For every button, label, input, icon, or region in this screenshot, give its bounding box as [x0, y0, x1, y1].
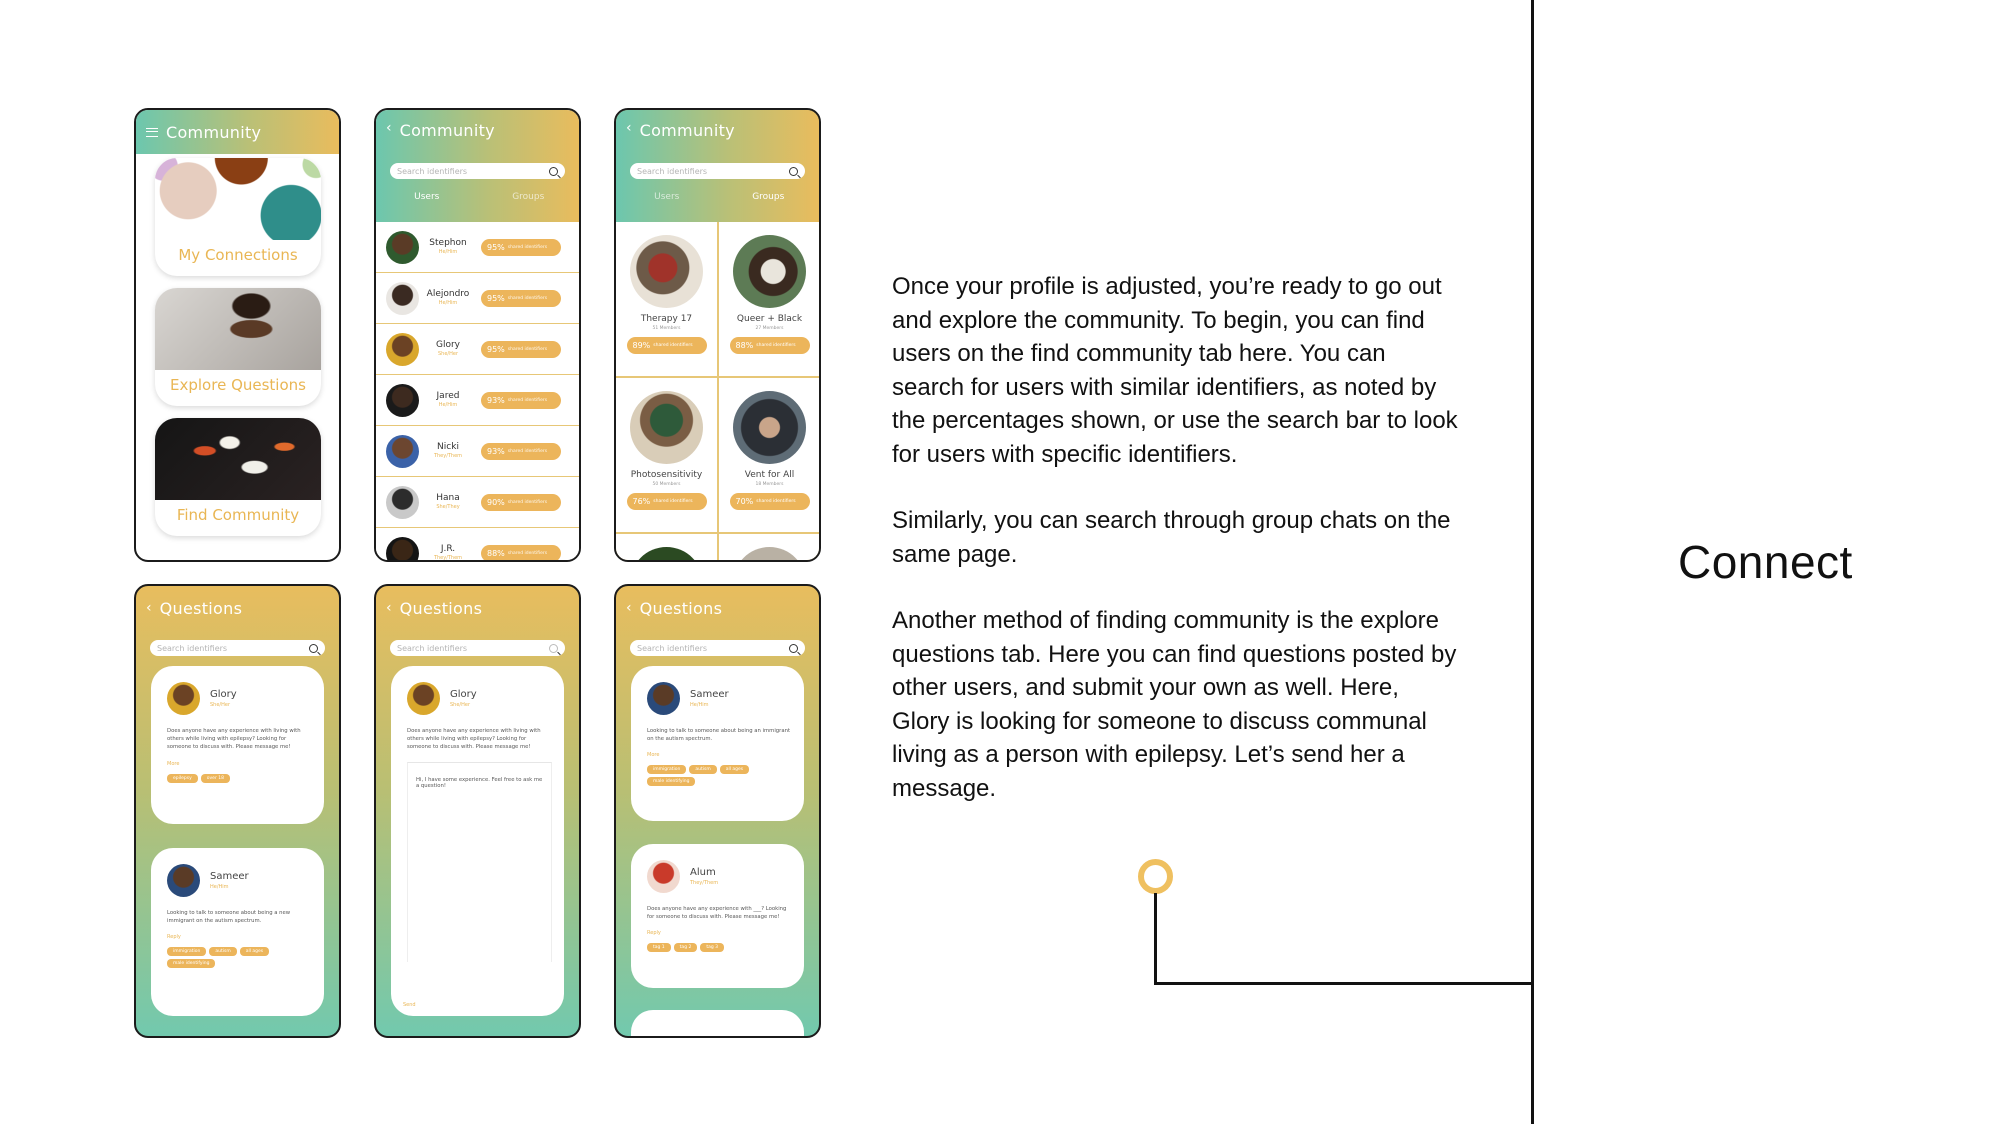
tag-list — [647, 765, 792, 786]
user-name: Alejondro He/Him — [426, 289, 470, 306]
user-name: Nicki They/Them — [433, 442, 463, 459]
more-link[interactable]: More — [167, 760, 180, 767]
tab-bar — [376, 192, 579, 202]
user-row[interactable] — [376, 222, 579, 273]
portrait-photo — [155, 288, 321, 370]
tile-label: Explore Questions — [170, 376, 306, 394]
description-text — [892, 270, 1462, 838]
author-name: Glory She/Her — [450, 688, 477, 708]
group-card[interactable] — [616, 222, 717, 376]
question-card-partial[interactable] — [631, 1010, 804, 1038]
search-icon[interactable] — [309, 644, 318, 653]
back-arrow-icon[interactable]: ‹ — [626, 120, 632, 136]
match-pill: 95% shared identifiers — [481, 239, 561, 256]
back-arrow-icon[interactable]: ‹ — [386, 600, 392, 616]
question-card[interactable] — [631, 666, 804, 821]
author-name: Sameer He/Him — [210, 870, 249, 890]
user-row[interactable] — [376, 426, 579, 477]
tag-list — [167, 774, 312, 783]
avatar — [167, 682, 200, 715]
back-arrow-icon[interactable]: ‹ — [386, 120, 392, 136]
group-members: 27 Members — [755, 326, 784, 331]
description-paragraph: Once your profile is adjusted, you’re ready to go out and explore the community. To begin, you can find users on the find community tab here. You can search for users with similar identifiers, as noted by the percentages shown, or use the search bar to look for users with specific identifiers. — [892, 273, 1458, 468]
tab-groups[interactable]: Groups — [752, 192, 785, 202]
tag[interactable]: tag 3 — [700, 943, 724, 952]
tab-users[interactable]: Users — [654, 192, 680, 202]
tag[interactable]: immigration — [647, 765, 686, 774]
tab-users[interactable]: Users — [414, 192, 440, 202]
user-row[interactable] — [376, 324, 579, 375]
phone-groups-grid — [614, 108, 821, 562]
phone-community-home — [134, 108, 341, 562]
match-pill: 88% shared identifiers — [481, 545, 561, 562]
tile-my-connections[interactable] — [155, 158, 321, 276]
tag[interactable]: epilepsy — [167, 774, 198, 783]
timeline-node — [1138, 859, 1173, 894]
group-card[interactable] — [719, 378, 820, 532]
group-avatar — [630, 391, 703, 464]
avatar — [386, 486, 419, 519]
header — [376, 586, 579, 630]
koi-photo — [155, 418, 321, 500]
menu-icon[interactable] — [146, 128, 158, 137]
tag[interactable]: male identifying — [167, 959, 215, 968]
header — [616, 586, 819, 630]
search-icon[interactable] — [789, 167, 798, 176]
author-name: Sameer He/Him — [690, 688, 729, 708]
group-members: 50 Members — [652, 482, 681, 487]
back-arrow-icon[interactable]: ‹ — [626, 600, 632, 616]
group-name: Vent for All — [744, 470, 795, 480]
group-card[interactable] — [616, 534, 717, 562]
match-pill: 88% shared identifiers — [730, 337, 810, 354]
author-name: Glory She/Her — [210, 688, 237, 708]
tag-list — [647, 943, 792, 952]
group-card[interactable] — [719, 534, 820, 562]
avatar — [386, 384, 419, 417]
question-text: Does anyone have any experience with ___? Looking for someone to discuss with. Please message me! — [647, 906, 787, 921]
tag[interactable]: tag 2 — [674, 943, 698, 952]
user-name: J.R. They/Them — [433, 544, 463, 561]
more-link[interactable]: More — [647, 752, 660, 759]
user-row[interactable] — [376, 273, 579, 324]
match-pill: 89% shared identifiers — [627, 337, 707, 354]
group-avatar — [733, 391, 806, 464]
author-name: Alum They/Them — [690, 866, 719, 886]
back-arrow-icon[interactable]: ‹ — [146, 600, 152, 616]
send-button[interactable]: Send — [403, 1002, 416, 1008]
user-row[interactable] — [376, 375, 579, 426]
question-card[interactable] — [631, 844, 804, 988]
avatar — [647, 682, 680, 715]
tab-bar — [616, 192, 819, 202]
avatar — [386, 333, 419, 366]
avatar — [386, 282, 419, 315]
match-pill: 93% shared identifiers — [481, 443, 561, 460]
header-title: Questions — [639, 598, 723, 618]
avatar — [167, 864, 200, 897]
group-members: 51 Members — [652, 326, 681, 331]
reply-textarea[interactable]: Hi, I have some experience. Feel free to ask me a question! — [407, 762, 552, 962]
section-title: Connect — [1678, 536, 1853, 588]
phone-question-reply — [374, 584, 581, 1038]
user-name: Stephon He/Him — [429, 238, 467, 255]
reply-link[interactable]: Reply — [647, 930, 661, 937]
tab-groups[interactable]: Groups — [512, 192, 545, 202]
avatar — [647, 860, 680, 893]
group-name: Therapy 17 — [640, 314, 693, 324]
header-title: Community — [166, 122, 262, 142]
match-pill: 76% shared identifiers — [627, 493, 707, 510]
search-placeholder: Search identifiers — [157, 643, 228, 653]
question-text: Looking to talk to someone about being a new immigrant on the autism spectrum. — [167, 910, 291, 925]
phone-questions-list — [134, 584, 341, 1038]
match-pill: 95% shared identifiers — [481, 341, 561, 358]
group-avatar — [733, 235, 806, 308]
connector-line — [1154, 893, 1157, 984]
group-avatar — [630, 235, 703, 308]
match-pill: 90% shared identifiers — [481, 494, 561, 511]
search-placeholder: Search identifiers — [637, 166, 708, 176]
avatar — [386, 231, 419, 264]
tile-label: My Connections — [178, 246, 298, 264]
header-title: Questions — [399, 598, 483, 618]
avatar — [386, 537, 419, 563]
group-avatar — [630, 547, 703, 562]
group-members: 18 Members — [755, 482, 784, 487]
header — [136, 110, 339, 154]
tag[interactable]: all ages — [720, 765, 749, 774]
tile-label: Find Community — [176, 506, 300, 524]
search-placeholder: Search identifiers — [637, 643, 708, 653]
tag[interactable]: over 18 — [201, 774, 230, 783]
question-text: Looking to talk to someone about being an immigrant on the autism spectrum. — [647, 728, 791, 743]
reply-link[interactable]: Reply — [167, 934, 181, 941]
description-paragraph: Another method of finding community is the explore questions tab. Here you can find questions posted by other users, and submit your own as well. Here, Glory is looking for someone to discuss communal living as a person with epilepsy. Let’s send her a message. — [892, 607, 1457, 802]
group-card[interactable] — [616, 378, 717, 532]
user-name: Jared He/Him — [436, 391, 460, 408]
question-card-expanded — [391, 666, 564, 1016]
header-title: Community — [639, 121, 735, 140]
tag[interactable]: tag 1 — [647, 943, 671, 952]
user-name: Hana She/They — [436, 493, 460, 510]
user-name: Glory She/Her — [435, 340, 460, 357]
question-text: Does anyone have any experience with living with others while living with epilepsy? Looking for someone to discuss with. Please message me! — [167, 728, 301, 751]
tag[interactable]: all ages — [240, 947, 269, 956]
tag[interactable]: immigration — [167, 947, 206, 956]
phone-users-list — [374, 108, 581, 562]
search-input[interactable] — [390, 640, 565, 656]
group-card[interactable] — [719, 222, 820, 376]
phone-questions-list-alt — [614, 584, 821, 1038]
connector-line — [1154, 982, 1533, 985]
header-title: Questions — [159, 598, 243, 618]
user-row[interactable] — [376, 477, 579, 528]
tag-list — [167, 947, 312, 968]
tag[interactable]: autism — [209, 947, 236, 956]
tile-find-community[interactable] — [155, 418, 321, 536]
search-icon[interactable] — [549, 644, 558, 653]
search-icon[interactable] — [789, 644, 798, 653]
avatar — [386, 435, 419, 468]
question-card[interactable] — [151, 666, 324, 824]
search-input[interactable] — [390, 163, 565, 179]
tag[interactable]: male identifying — [647, 777, 695, 786]
group-name: Queer + Black — [736, 314, 803, 324]
tile-explore-questions[interactable] — [155, 288, 321, 406]
search-placeholder: Search identifiers — [397, 643, 468, 653]
connections-illustration — [155, 158, 321, 240]
group-avatar — [733, 547, 806, 562]
group-name: Photosensitivity — [630, 470, 703, 480]
search-input[interactable] — [150, 640, 325, 656]
tag[interactable]: autism — [689, 765, 716, 774]
match-pill: 93% shared identifiers — [481, 392, 561, 409]
search-input[interactable] — [630, 163, 805, 179]
search-icon[interactable] — [549, 167, 558, 176]
header-title: Community — [399, 121, 495, 140]
avatar — [407, 682, 440, 715]
header — [136, 586, 339, 630]
search-input[interactable] — [630, 640, 805, 656]
match-pill: 95% shared identifiers — [481, 290, 561, 307]
question-text: Does anyone have any experience with living with others while living with epilepsy? Looking for someone to discuss with. Please message me! — [407, 728, 541, 751]
match-pill: 70% shared identifiers — [730, 493, 810, 510]
user-row[interactable] — [376, 528, 579, 562]
description-paragraph: Similarly, you can search through group chats on the same page. — [892, 507, 1451, 568]
divider-line — [1531, 0, 1534, 1124]
search-placeholder: Search identifiers — [397, 166, 468, 176]
question-card[interactable] — [151, 848, 324, 1016]
